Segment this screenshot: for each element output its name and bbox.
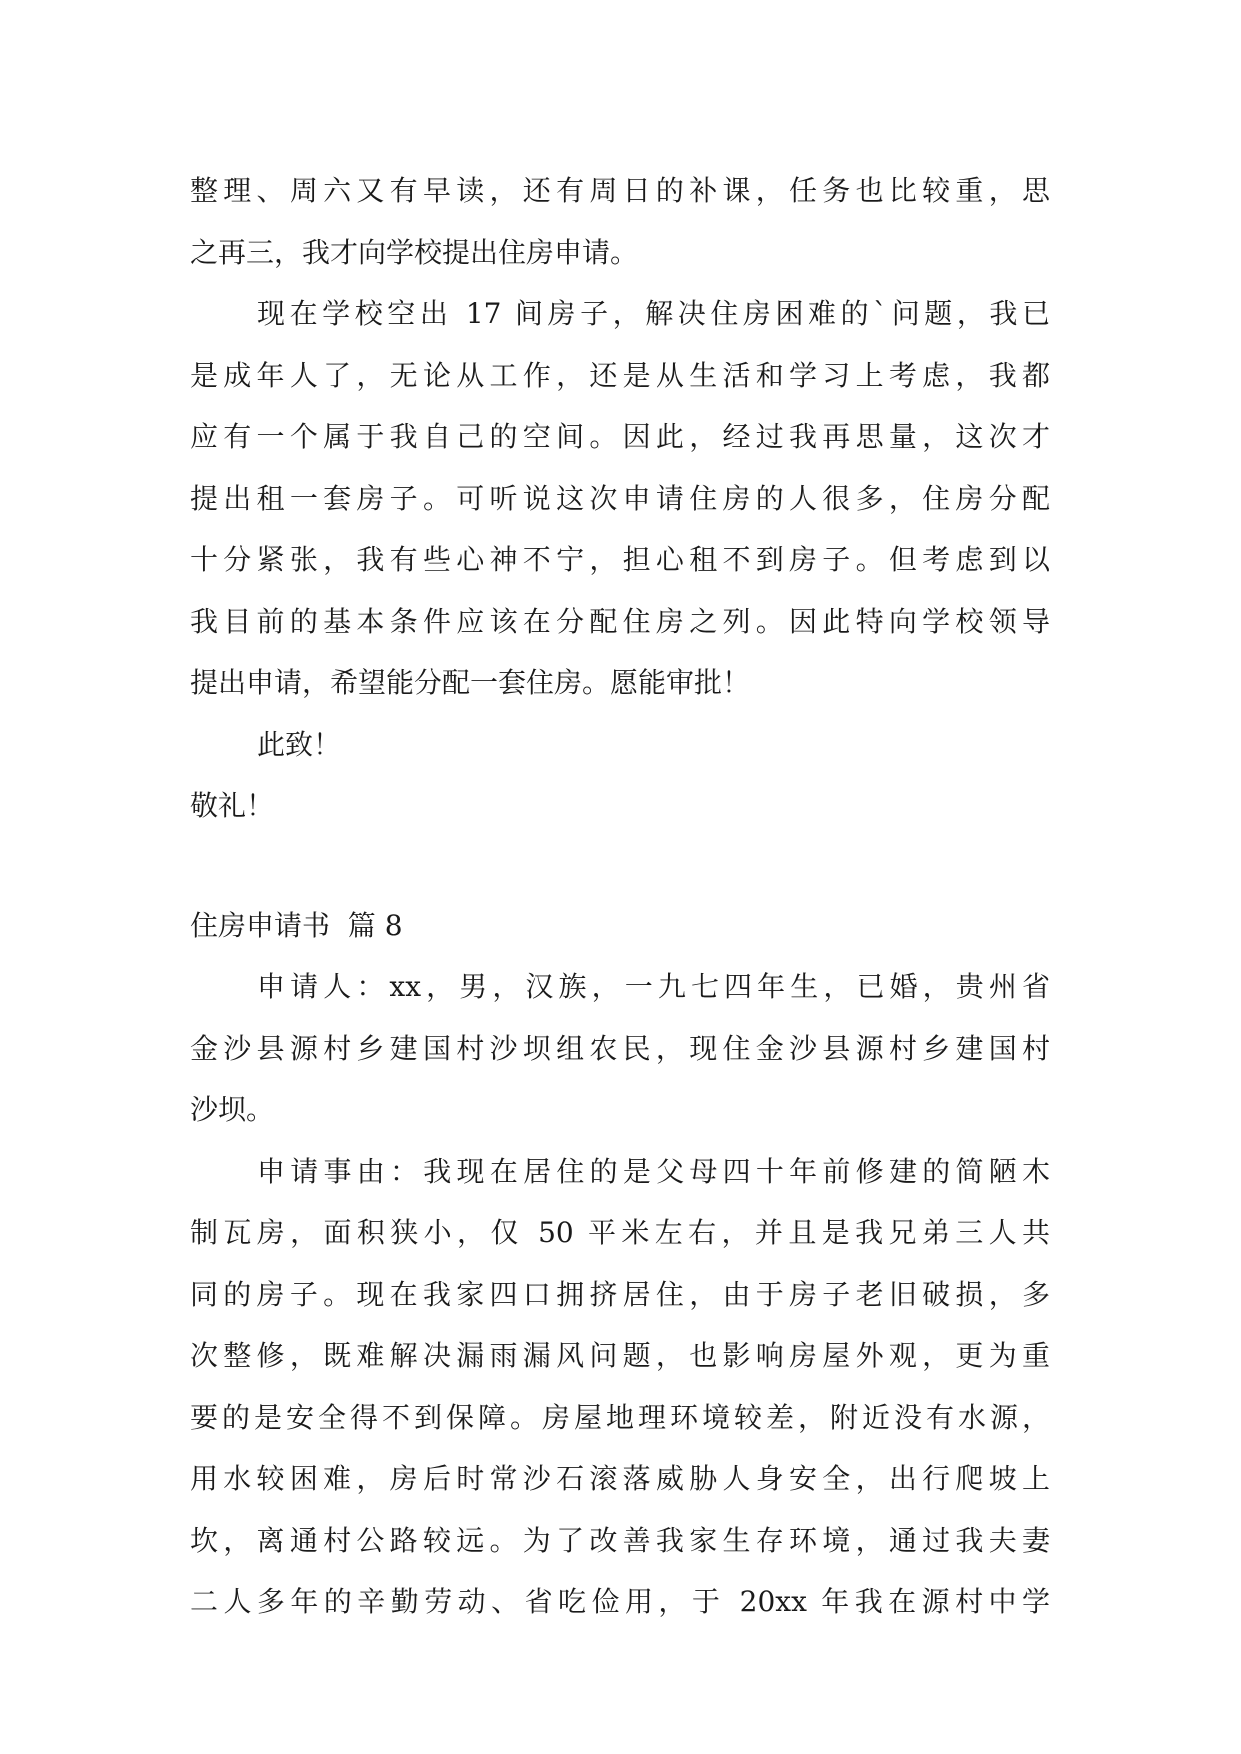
document-body [190, 160, 1050, 1633]
text-line: 是成年人了，无论从工作，还是从生活和学习上考虑，我都 [190, 358, 1050, 392]
closing-salutation: 此致！ [257, 727, 342, 761]
text-line: 金沙县源村乡建国村沙坝组农民，现住金沙县源村乡建国村 [190, 1031, 1050, 1065]
text-line: 我目前的基本条件应该在分配住房之列。因此特向学校领导 [190, 604, 1050, 638]
text-line: 提出申请，希望能分配一套住房。愿能审批！ [190, 666, 751, 699]
text-line: 制瓦房，面积狭小，仅 50 平米左右，并且是我兄弟三人共 [190, 1216, 1050, 1249]
text-line: 现在学校空出 17 间房子，解决住房困难的`问题，我已 [257, 297, 1050, 330]
text-line: 提出租一套房子。可听说这次申请住房的人很多，住房分配 [190, 481, 1050, 515]
section-gap [190, 837, 1050, 895]
text-line: 同的房子。现在我家四口拥挤居住，由于房子老旧破损，多 [190, 1277, 1050, 1311]
closing-regards: 敬礼！ [190, 789, 275, 822]
text-line: 十分紧张，我有些心神不宁，担心租不到房子。但考虑到以 [190, 543, 1050, 576]
text-line: 申请人：xx，男，汉族，一九七四年生，已婚，贵州省 [257, 970, 1050, 1003]
text-line: 用水较困难，房后时常沙石滚落威胁人身安全，出行爬坡上 [190, 1462, 1050, 1495]
text-line: 整理、周六又有早读，还有周日的补课，任务也比较重，思 [190, 174, 1050, 207]
text-line: 申请事由：我现在居住的是父母四十年前修建的简陋木 [257, 1154, 1050, 1188]
text-line: 应有一个属于我自己的空间。因此，经过我再思量，这次才 [190, 420, 1050, 453]
text-line: 要的是安全得不到保障。房屋地理环境较差，附近没有水源， [190, 1400, 1050, 1434]
text-line: 二人多年的辛勤劳动、省吃俭用，于 20xx 年我在源村中学 [190, 1585, 1050, 1618]
section-heading: 住房申请书 篇 8 [190, 908, 403, 942]
text-line: 沙坝。 [190, 1093, 275, 1126]
text-line: 次整修，既难解决漏雨漏风问题，也影响房屋外观，更为重 [190, 1339, 1050, 1372]
text-line: 坎，离通村公路较远。为了改善我家生存环境，通过我夫妻 [190, 1523, 1050, 1557]
text-line: 之再三，我才向学校提出住房申请。 [190, 235, 639, 269]
